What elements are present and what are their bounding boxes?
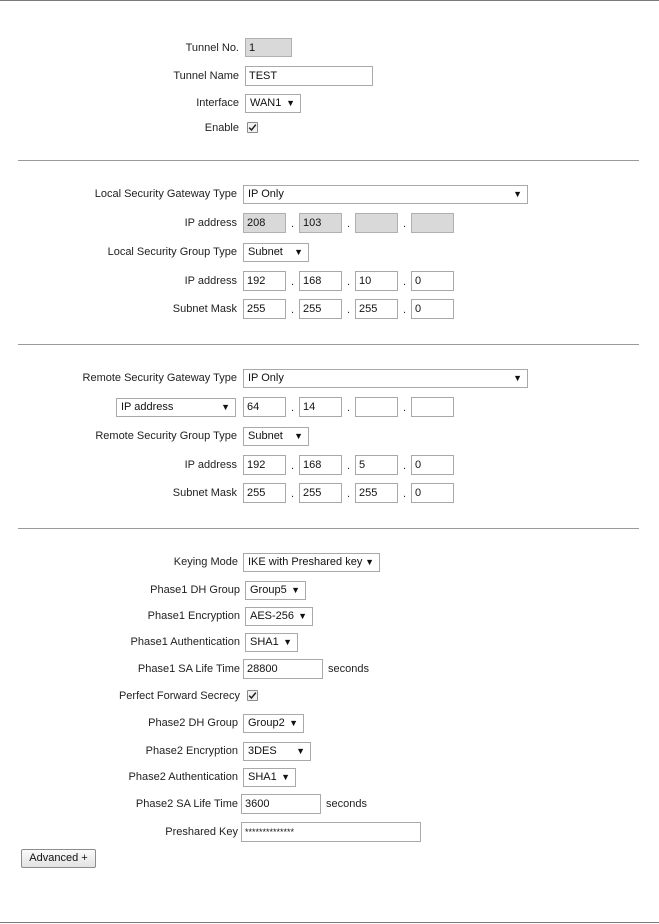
interface-select[interactable] xyxy=(245,94,301,113)
ip-dot: . xyxy=(291,276,295,288)
remote-address-type-value: IP address xyxy=(121,401,174,413)
pfs-checkbox[interactable] xyxy=(247,690,258,701)
local-group-ip-label: IP address xyxy=(184,275,237,287)
chevron-down-icon: ▼ xyxy=(298,611,307,621)
section-divider-1 xyxy=(18,160,639,161)
chevron-down-icon: ▼ xyxy=(294,247,303,257)
top-border xyxy=(0,0,659,1)
ip-dot: . xyxy=(347,460,351,472)
local-ip-octet-1 xyxy=(243,213,286,233)
preshared-key-label: Preshared Key xyxy=(165,826,238,838)
remote-gateway-type-value: IP Only xyxy=(248,372,284,384)
remote-ip-octet-4[interactable] xyxy=(411,397,454,417)
remote-ip-octet-1[interactable] xyxy=(243,397,286,417)
section-divider-3 xyxy=(18,528,639,529)
ip-dot: . xyxy=(403,218,407,230)
ip-dot: . xyxy=(347,402,351,414)
tunnel-name-label: Tunnel Name xyxy=(173,70,239,82)
checkmark-icon xyxy=(248,123,257,132)
phase1-encryption-select[interactable] xyxy=(245,607,313,626)
phase2-life-field[interactable] xyxy=(241,794,321,814)
enable-label: Enable xyxy=(204,122,239,134)
local-group-type-select[interactable] xyxy=(243,243,309,262)
ip-dot: . xyxy=(291,304,295,316)
remote-group-ip-octet-1[interactable] xyxy=(243,455,286,475)
remote-group-type-label: Remote Security Group Type xyxy=(95,430,237,442)
phase1-encryption-value: AES-256 xyxy=(250,610,295,622)
local-group-ip-octet-4[interactable] xyxy=(411,271,454,291)
phase2-encryption-value: 3DES xyxy=(248,745,277,757)
ip-dot: . xyxy=(403,402,407,414)
chevron-down-icon: ▼ xyxy=(286,98,295,108)
chevron-down-icon: ▼ xyxy=(221,402,230,412)
phase1-auth-label: Phase1 Authentication xyxy=(130,636,240,648)
phase2-life-label: Phase2 SA Life Time xyxy=(135,798,238,810)
chevron-down-icon: ▼ xyxy=(291,585,300,595)
local-gateway-type-select[interactable] xyxy=(243,185,528,204)
pfs-label: Perfect Forward Secrecy xyxy=(118,690,240,702)
local-group-ip-octet-3[interactable] xyxy=(355,271,398,291)
interface-select-value: WAN1 xyxy=(250,97,282,109)
chevron-down-icon: ▼ xyxy=(294,431,303,441)
chevron-down-icon: ▼ xyxy=(281,772,290,782)
local-group-type-value: Subnet xyxy=(248,246,283,258)
remote-group-ip-octet-2[interactable] xyxy=(299,455,342,475)
ip-dot: . xyxy=(403,488,407,500)
ip-dot: . xyxy=(291,402,295,414)
local-group-type-label: Local Security Group Type xyxy=(107,246,237,258)
checkmark-icon xyxy=(248,691,257,700)
phase1-auth-select[interactable] xyxy=(245,633,298,652)
phase1-auth-value: SHA1 xyxy=(250,636,279,648)
phase1-life-field[interactable] xyxy=(243,659,323,679)
tunnel-no-label: Tunnel No. xyxy=(185,42,239,54)
remote-group-ip-label: IP address xyxy=(184,459,237,471)
tunnel-name-field[interactable] xyxy=(245,66,373,86)
chevron-down-icon: ▼ xyxy=(513,373,522,383)
local-mask-octet-3[interactable] xyxy=(355,299,398,319)
remote-group-ip-octet-3[interactable] xyxy=(355,455,398,475)
phase2-auth-select[interactable] xyxy=(243,768,296,787)
keying-mode-label: Keying Mode xyxy=(173,556,238,568)
preshared-key-field[interactable] xyxy=(241,822,421,842)
ip-dot: . xyxy=(403,276,407,288)
tunnel-no-field xyxy=(245,38,292,57)
ip-dot: . xyxy=(291,488,295,500)
remote-mask-octet-1[interactable] xyxy=(243,483,286,503)
phase1-dh-select[interactable] xyxy=(245,581,306,600)
phase2-auth-value: SHA1 xyxy=(248,771,277,783)
ip-dot: . xyxy=(291,460,295,472)
remote-mask-octet-2[interactable] xyxy=(299,483,342,503)
ip-dot: . xyxy=(347,276,351,288)
enable-checkbox[interactable] xyxy=(247,122,258,133)
local-gateway-type-label: Local Security Gateway Type xyxy=(94,188,237,200)
ip-dot: . xyxy=(347,488,351,500)
chevron-down-icon: ▼ xyxy=(283,637,292,647)
remote-gateway-type-select[interactable] xyxy=(243,369,528,388)
ip-dot: . xyxy=(403,460,407,472)
phase1-dh-value: Group5 xyxy=(250,584,287,596)
chevron-down-icon: ▼ xyxy=(365,557,374,567)
ip-dot: . xyxy=(347,218,351,230)
keying-mode-value: IKE with Preshared key xyxy=(248,556,363,568)
phase2-life-unit: seconds xyxy=(326,798,367,810)
local-ip-label: IP address xyxy=(184,217,237,229)
phase2-encryption-label: Phase2 Encryption xyxy=(145,745,238,757)
remote-mask-octet-4[interactable] xyxy=(411,483,454,503)
local-gateway-type-value: IP Only xyxy=(248,188,284,200)
local-group-ip-octet-2[interactable] xyxy=(299,271,342,291)
remote-mask-label: Subnet Mask xyxy=(172,487,237,499)
chevron-down-icon: ▼ xyxy=(296,746,305,756)
local-mask-octet-4[interactable] xyxy=(411,299,454,319)
ip-dot: . xyxy=(291,218,295,230)
ip-dot: . xyxy=(403,304,407,316)
phase2-dh-value: Group2 xyxy=(248,717,285,729)
ip-dot: . xyxy=(347,304,351,316)
remote-address-type-select[interactable] xyxy=(116,398,236,417)
chevron-down-icon: ▼ xyxy=(513,189,522,199)
local-ip-octet-2 xyxy=(299,213,342,233)
phase2-auth-label: Phase2 Authentication xyxy=(128,771,238,783)
remote-mask-octet-3[interactable] xyxy=(355,483,398,503)
remote-gateway-type-label: Remote Security Gateway Type xyxy=(82,372,237,384)
keying-mode-select[interactable] xyxy=(243,553,380,572)
local-ip-octet-3 xyxy=(355,213,398,233)
local-mask-octet-1[interactable] xyxy=(243,299,286,319)
interface-label: Interface xyxy=(196,97,239,109)
remote-ip-octet-2[interactable] xyxy=(299,397,342,417)
phase2-dh-select[interactable] xyxy=(243,714,304,733)
remote-group-type-value: Subnet xyxy=(248,430,283,442)
phase1-encryption-label: Phase1 Encryption xyxy=(147,610,240,622)
local-mask-label: Subnet Mask xyxy=(172,303,237,315)
phase1-dh-label: Phase1 DH Group xyxy=(150,584,240,596)
local-mask-octet-2[interactable] xyxy=(299,299,342,319)
bottom-border xyxy=(0,922,659,923)
phase1-life-label: Phase1 SA Life Time xyxy=(137,663,240,675)
local-ip-octet-4 xyxy=(411,213,454,233)
local-group-ip-octet-1[interactable] xyxy=(243,271,286,291)
chevron-down-icon: ▼ xyxy=(289,718,298,728)
section-divider-2 xyxy=(18,344,639,345)
remote-ip-octet-3[interactable] xyxy=(355,397,398,417)
remote-group-ip-octet-4[interactable] xyxy=(411,455,454,475)
phase2-dh-label: Phase2 DH Group xyxy=(148,717,238,729)
advanced-button[interactable]: Advanced + xyxy=(21,849,96,868)
phase2-encryption-select[interactable] xyxy=(243,742,311,761)
remote-group-type-select[interactable] xyxy=(243,427,309,446)
phase1-life-unit: seconds xyxy=(328,663,369,675)
